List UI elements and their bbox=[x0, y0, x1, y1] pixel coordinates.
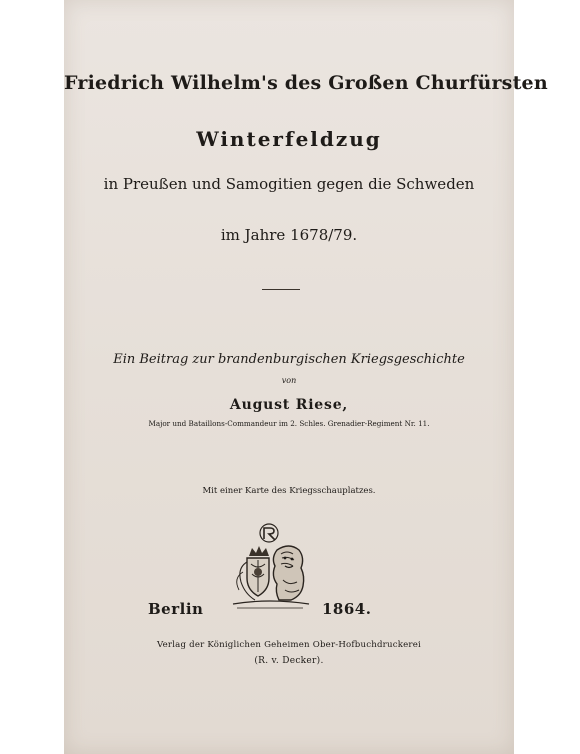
map-note: Mit einer Karte des Kriegsschauplatzes. bbox=[202, 486, 376, 496]
publisher-lion-crest-emblem-icon bbox=[219, 520, 319, 620]
title-line-3: in Preußen und Samogitien gegen die Schweden bbox=[103, 175, 475, 193]
by-line: von bbox=[281, 376, 297, 385]
title-line-4: im Jahre 1678/79. bbox=[220, 226, 358, 244]
author-rank: Major und Bataillons-Commandeur im 2. Schles. Grenadier-Regiment Nr. 11. bbox=[148, 419, 430, 428]
author-name: August Riese, bbox=[229, 397, 349, 413]
publisher-short: (R. v. Decker). bbox=[254, 656, 324, 666]
title-line-1: Friedrich Wilhelm's des Großen Churfürsten bbox=[64, 72, 548, 94]
publisher-name: Verlag der Königlichen Geheimen Ober-Hofbuchdruckerei bbox=[157, 640, 421, 650]
imprint-year: 1864. bbox=[322, 600, 372, 618]
title-line-2: Winterfeldzug bbox=[196, 127, 382, 151]
divider-rule bbox=[262, 289, 300, 290]
title-page bbox=[64, 0, 548, 754]
imprint-city: Berlin bbox=[148, 600, 204, 618]
subtitle-line: Ein Beitrag zur brandenburgischen Kriegsgeschichte bbox=[113, 352, 465, 367]
